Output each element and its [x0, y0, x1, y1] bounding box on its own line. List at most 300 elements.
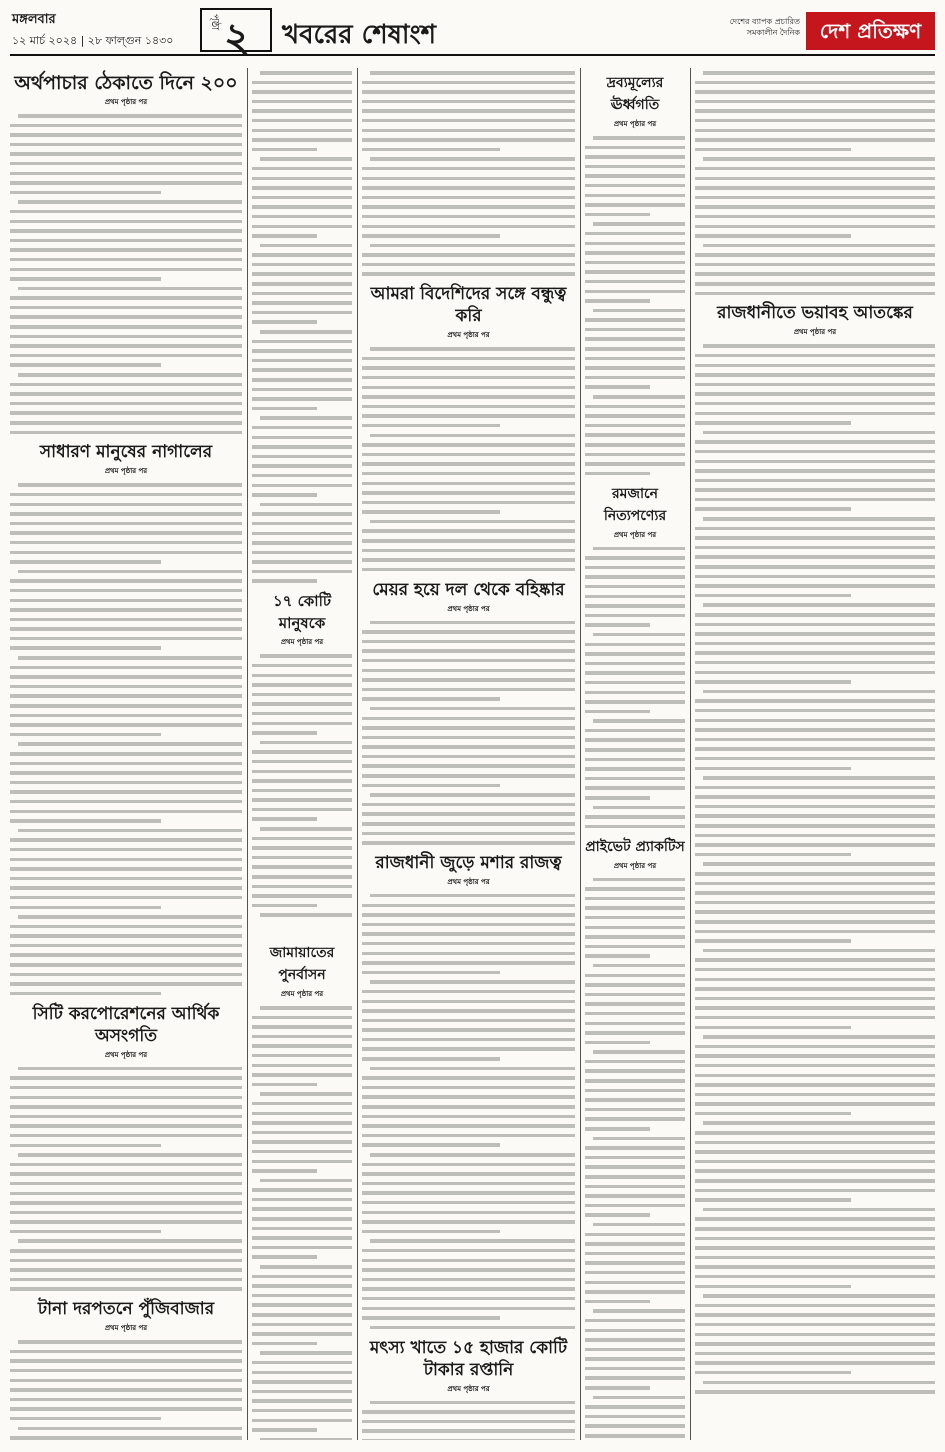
- text-line: [252, 1348, 352, 1358]
- text-line: [10, 845, 242, 855]
- text-line: [252, 231, 352, 241]
- text-line: [252, 1204, 352, 1214]
- text-line: [10, 672, 242, 682]
- text-line: [695, 1118, 935, 1128]
- text-line: [252, 126, 352, 136]
- text-line: [252, 834, 352, 844]
- text-line: [695, 1195, 935, 1205]
- text-line: [252, 308, 352, 318]
- text-line: [695, 696, 935, 706]
- text-line: [252, 1272, 352, 1282]
- text-line: [695, 68, 935, 78]
- text-line: [252, 78, 352, 88]
- text-line: [10, 682, 242, 692]
- text-line: [585, 162, 685, 172]
- text-line: [585, 1153, 685, 1163]
- text-line: [252, 1032, 352, 1042]
- text-line: [252, 1329, 352, 1339]
- text-line: [695, 591, 935, 601]
- text-line: [695, 706, 935, 716]
- newspaper-page: [10, 6, 935, 1446]
- text-line: [695, 1358, 935, 1368]
- article-body: [585, 544, 685, 832]
- text-line: [252, 776, 352, 786]
- article-body: [10, 1337, 242, 1440]
- text-line: [362, 910, 575, 920]
- text-line: [585, 143, 685, 153]
- text-line: [362, 1208, 575, 1218]
- text-line: [10, 941, 242, 951]
- text-line: [10, 169, 242, 179]
- text-line: [10, 701, 242, 711]
- text-line: [252, 1281, 352, 1291]
- text-line: [252, 87, 352, 97]
- text-line: [252, 882, 352, 892]
- continued-label: প্রথম পৃষ্ঠার পর: [447, 1384, 490, 1393]
- continued-label: প্রথম পৃষ্ঠার পর: [447, 604, 490, 613]
- text-line: [10, 596, 242, 606]
- article-headline[interactable]: সিটি করপোরেশনের আর্থিক অসংগতি: [32, 1003, 220, 1046]
- text-line: [695, 447, 935, 457]
- article-headline[interactable]: প্রাইভেট প্র্যাকটিস: [585, 838, 685, 855]
- text-line: [10, 557, 242, 567]
- text-line: [252, 212, 352, 222]
- article-body: [585, 133, 685, 479]
- text-line: [585, 783, 685, 793]
- text-line: [362, 106, 575, 116]
- text-line: [252, 164, 352, 174]
- text-line: [585, 961, 685, 971]
- text-line: [695, 869, 935, 879]
- text-line: [252, 1300, 352, 1310]
- text-line: [362, 1035, 575, 1045]
- text-line: [585, 999, 685, 1009]
- text-line: [362, 354, 575, 364]
- text-line: [10, 303, 242, 313]
- text-line: [585, 1354, 685, 1364]
- text-line: [10, 418, 242, 428]
- text-line: [362, 829, 575, 839]
- text-line: [362, 714, 575, 724]
- text-line: [10, 130, 242, 140]
- text-line: [695, 370, 935, 380]
- text-line: [362, 891, 575, 901]
- text-line: [10, 312, 242, 322]
- text-line: [362, 145, 575, 155]
- article-headline[interactable]: দ্রব্যমূল্যের ঊর্ধ্বগতি: [606, 75, 664, 113]
- continued-label: প্রথম পৃষ্ঠার পর: [280, 990, 324, 998]
- text-line: [362, 920, 575, 930]
- article-headline[interactable]: রাজধানীতে ভয়াবহ আতঙ্কের: [717, 303, 913, 324]
- text-line: [695, 1090, 935, 1100]
- text-line: [10, 490, 242, 500]
- text-line: [695, 389, 935, 399]
- text-line: [362, 1313, 575, 1323]
- text-line: [585, 1124, 685, 1134]
- text-line: [252, 97, 352, 107]
- text-line: [10, 624, 242, 634]
- text-line: [585, 1172, 685, 1182]
- text-line: [362, 1294, 575, 1304]
- text-line: [695, 1330, 935, 1340]
- text-line: [362, 987, 575, 997]
- text-line: [10, 1179, 242, 1189]
- text-line: [585, 875, 685, 885]
- text-line: [362, 231, 575, 241]
- text-line: [10, 950, 242, 960]
- column-1: [10, 68, 242, 1440]
- text-line: [362, 373, 575, 383]
- text-line: [10, 1256, 242, 1266]
- text-line: [585, 735, 685, 745]
- text-line: [695, 174, 935, 184]
- text-line: [695, 504, 935, 514]
- text-line: [585, 553, 685, 563]
- text-line: [252, 548, 352, 558]
- text-line: [695, 78, 935, 88]
- text-line: [695, 955, 935, 965]
- masthead: [10, 6, 935, 61]
- text-line: [695, 744, 935, 754]
- text-line: [695, 600, 935, 610]
- text-line: [362, 363, 575, 373]
- text-line: [695, 658, 935, 668]
- text-line: [10, 178, 242, 188]
- text-line: [362, 1073, 575, 1083]
- text-line: [362, 1398, 575, 1408]
- text-line: [10, 931, 242, 941]
- column-5: [695, 68, 935, 1440]
- text-line: [252, 452, 352, 462]
- article-body: [362, 891, 575, 1333]
- text-line: [252, 1377, 352, 1387]
- text-line: [362, 618, 575, 628]
- article-headline[interactable]: অর্থপাচার ঠেকাতে দিনে ২০০: [14, 72, 238, 94]
- text-line: [252, 1406, 352, 1416]
- text-line: [252, 202, 352, 212]
- text-line: [695, 716, 935, 726]
- text-line: [362, 402, 575, 412]
- text-line: [252, 1061, 352, 1071]
- text-line: [252, 1118, 352, 1128]
- text-line: [585, 611, 685, 621]
- text-line: [10, 322, 242, 332]
- text-line: [695, 1349, 935, 1359]
- text-line: [362, 87, 575, 97]
- text-line: [695, 975, 935, 985]
- text-line: [695, 639, 935, 649]
- text-line: [252, 413, 352, 423]
- text-line: [695, 341, 935, 351]
- article-headline[interactable]: জামায়াতের পুনর্বাসন: [269, 945, 335, 983]
- text-line: [252, 298, 352, 308]
- text-line: [585, 1249, 685, 1259]
- text-line: [585, 1066, 685, 1076]
- text-line: [585, 1393, 685, 1403]
- text-line: [10, 797, 242, 807]
- text-line: [585, 563, 685, 573]
- text-line: [10, 1433, 242, 1440]
- page-label: পৃষ্ঠা: [209, 14, 220, 31]
- text-line: [252, 757, 352, 767]
- text-line: [10, 615, 242, 625]
- text-line: [585, 1345, 685, 1355]
- text-line: [252, 576, 352, 586]
- text-line: [362, 555, 575, 565]
- column-4: [585, 68, 685, 1440]
- text-line: [585, 200, 685, 210]
- text-line: [695, 831, 935, 841]
- text-line: [10, 1093, 242, 1103]
- article-body: [252, 651, 352, 920]
- text-line: [585, 620, 685, 630]
- text-line: [695, 1339, 935, 1349]
- text-line: [585, 1431, 685, 1440]
- text-line: [695, 193, 935, 203]
- text-line: [362, 1179, 575, 1189]
- text-line: [585, 325, 685, 335]
- text-line: [362, 536, 575, 546]
- text-line: [362, 761, 575, 771]
- text-line: [362, 488, 575, 498]
- text-line: [10, 1083, 242, 1093]
- text-line: [10, 605, 242, 615]
- text-line: [252, 519, 352, 529]
- text-line: [252, 529, 352, 539]
- text-line: [585, 1201, 685, 1211]
- text-line: [695, 917, 935, 927]
- text-line: [252, 1252, 352, 1262]
- article-headline[interactable]: ১৭ কোটি মানুষকে: [272, 592, 332, 633]
- text-line: [10, 500, 242, 510]
- article-body: [362, 618, 575, 848]
- text-line: [585, 363, 685, 373]
- text-line: [585, 1182, 685, 1192]
- text-line: [585, 1191, 685, 1201]
- text-line: [252, 68, 352, 78]
- text-line: [585, 306, 685, 316]
- text-line: [585, 1278, 685, 1288]
- text-line: [585, 1335, 685, 1345]
- text-line: [585, 1162, 685, 1172]
- text-line: [585, 267, 685, 277]
- article-headline[interactable]: টানা দরপতনে পুঁজিবাজার: [37, 1299, 215, 1320]
- text-line: [10, 1337, 242, 1347]
- text-line: [10, 979, 242, 989]
- text-line: [585, 1230, 685, 1240]
- text-line: [252, 1185, 352, 1195]
- text-line: [252, 1080, 352, 1090]
- text-line: [695, 495, 935, 505]
- article-body: [362, 68, 575, 279]
- text-line: [362, 1246, 575, 1256]
- text-line: [362, 260, 575, 270]
- text-line: [252, 1195, 352, 1205]
- text-line: [695, 840, 935, 850]
- text-line: [362, 126, 575, 136]
- text-line: [10, 408, 242, 418]
- text-line: [695, 1282, 935, 1292]
- text-line: [10, 428, 242, 438]
- text-line: [252, 1051, 352, 1061]
- text-line: [252, 1339, 352, 1349]
- text-line: [252, 1416, 352, 1426]
- text-line: [362, 269, 575, 279]
- text-line: [695, 428, 935, 438]
- text-line: [10, 1227, 242, 1237]
- text-line: [252, 241, 352, 251]
- text-line: [362, 212, 575, 222]
- text-line: [585, 1134, 685, 1144]
- text-line: [10, 351, 242, 361]
- text-line: [585, 277, 685, 287]
- text-line: [695, 97, 935, 107]
- text-line: [585, 402, 685, 412]
- text-line: [362, 411, 575, 421]
- text-line: [362, 723, 575, 733]
- text-line: [695, 610, 935, 620]
- text-line: [695, 764, 935, 774]
- text-line: [695, 1320, 935, 1330]
- text-line: [695, 1166, 935, 1176]
- text-line: [252, 1435, 352, 1440]
- issue-date: ১২ মার্চ ২০২৪ | ২৮ ফাল্গুন ১৪৩০: [12, 34, 174, 47]
- text-line: [252, 193, 352, 203]
- text-line: [585, 133, 685, 143]
- text-line: [362, 800, 575, 810]
- text-line: [252, 651, 352, 661]
- article-headline[interactable]: মেয়র হয়ে দল থেকে বহিষ্কার: [372, 579, 565, 600]
- text-line: [252, 1147, 352, 1157]
- text-line: [10, 576, 242, 586]
- text-line: [10, 121, 242, 131]
- text-line: [10, 188, 242, 198]
- text-line: [362, 901, 575, 911]
- text-line: [362, 1323, 575, 1333]
- text-line: [362, 469, 575, 479]
- text-line: [252, 145, 352, 155]
- article-headline[interactable]: আমরা বিদেশিদের সঙ্গে বন্ধুত্ব করি: [370, 284, 567, 327]
- column-2: [252, 68, 352, 938]
- text-line: [252, 1262, 352, 1272]
- text-line: [252, 853, 352, 863]
- text-line: [10, 1366, 242, 1376]
- text-line: [585, 1086, 685, 1096]
- article-headline[interactable]: রমজানে নিত্যপণ্যের: [603, 485, 667, 524]
- text-line: [10, 816, 242, 826]
- text-line: [585, 1421, 685, 1431]
- text-line: [585, 903, 685, 913]
- text-line: [695, 380, 935, 390]
- text-line: [695, 116, 935, 126]
- text-line: [10, 903, 242, 913]
- text-line: [362, 183, 575, 193]
- column-divider: [247, 68, 248, 1440]
- text-line: [362, 1236, 575, 1246]
- text-line: [10, 912, 242, 922]
- text-line: [10, 509, 242, 519]
- text-line: [695, 1128, 935, 1138]
- text-line: [695, 1032, 935, 1042]
- text-line: [362, 392, 575, 402]
- text-line: [252, 1387, 352, 1397]
- text-line: [362, 1407, 575, 1417]
- text-line: [362, 1169, 575, 1179]
- text-line: [695, 231, 935, 241]
- text-line: [362, 997, 575, 1007]
- text-line: [695, 821, 935, 831]
- continued-label: প্রথম পৃষ্ঠার পর: [613, 861, 657, 870]
- text-line: [585, 1057, 685, 1067]
- text-line: [695, 154, 935, 164]
- text-line: [695, 212, 935, 222]
- text-line: [10, 1169, 242, 1179]
- text-line: [10, 236, 242, 246]
- text-line: [695, 965, 935, 975]
- text-line: [252, 490, 352, 500]
- text-line: [585, 1220, 685, 1230]
- text-line: [695, 984, 935, 994]
- text-line: [695, 1051, 935, 1061]
- text-line: [10, 1246, 242, 1256]
- text-line: [10, 1265, 242, 1275]
- text-line: [10, 265, 242, 275]
- continued-label: প্রথম পৃষ্ঠার পর: [104, 98, 148, 106]
- text-line: [695, 289, 935, 299]
- text-line: [10, 720, 242, 730]
- text-line: [585, 601, 685, 611]
- text-line: [10, 586, 242, 596]
- text-line: [585, 459, 685, 469]
- text-line: [362, 1275, 575, 1285]
- text-line: [252, 327, 352, 337]
- text-line: [252, 183, 352, 193]
- text-line: [10, 1347, 242, 1357]
- text-line: [585, 1316, 685, 1326]
- text-line: [10, 1236, 242, 1246]
- text-line: [362, 1044, 575, 1054]
- text-line: [362, 1160, 575, 1170]
- text-line: [585, 248, 685, 258]
- text-line: [10, 1385, 242, 1395]
- text-line: [362, 440, 575, 450]
- text-line: [585, 392, 685, 402]
- text-line: [695, 437, 935, 447]
- text-line: [252, 1176, 352, 1186]
- text-line: [585, 572, 685, 582]
- text-line: [362, 742, 575, 752]
- text-line: [695, 773, 935, 783]
- text-line: [585, 1402, 685, 1412]
- text-line: [10, 111, 242, 121]
- text-line: [252, 250, 352, 260]
- text-line: [695, 648, 935, 658]
- text-line: [695, 629, 935, 639]
- article-body: [252, 68, 352, 586]
- text-line: [585, 1009, 685, 1019]
- text-line: [695, 1013, 935, 1023]
- text-line: [695, 898, 935, 908]
- text-line: [585, 1047, 685, 1057]
- text-line: [362, 193, 575, 203]
- article-headline[interactable]: রাজধানী জুড়ে মশার রাজত্ব: [375, 852, 562, 873]
- text-line: [252, 824, 352, 834]
- text-line: [585, 755, 685, 765]
- article-headline[interactable]: সাধারণ মানুষের নাগালের: [39, 442, 213, 463]
- text-line: [252, 738, 352, 748]
- article-headline[interactable]: মৎস্য খাতে ১৫ হাজার কোটি টাকার রপ্তানি: [369, 1337, 568, 1380]
- text-line: [362, 1016, 575, 1026]
